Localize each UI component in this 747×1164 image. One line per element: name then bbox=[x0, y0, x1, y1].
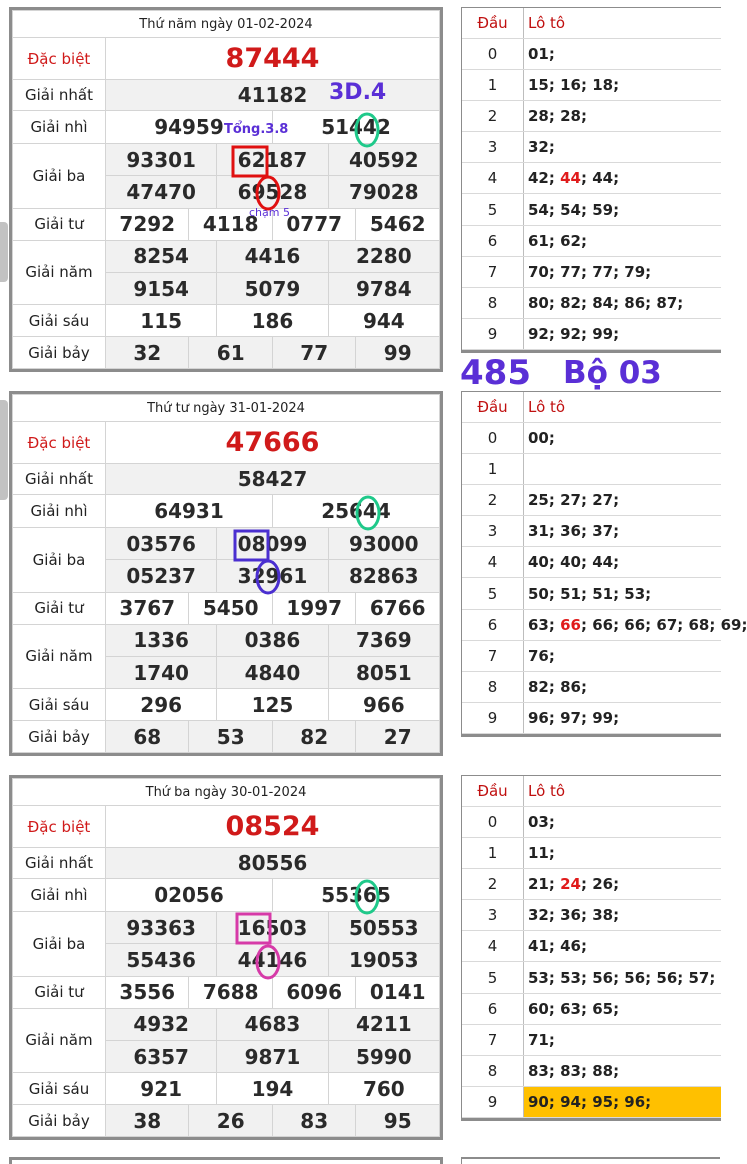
prize-label-g2: Giải nhì bbox=[13, 495, 106, 528]
first-prize-number: 58427 bbox=[106, 464, 440, 495]
head-digit: 9 bbox=[462, 319, 524, 350]
loto-row bbox=[462, 69, 721, 100]
loto-text: 25; 27; 27; bbox=[528, 490, 620, 509]
loto-numbers bbox=[524, 132, 722, 163]
prize-label-g4: Giải tư bbox=[13, 208, 106, 240]
loto-numbers bbox=[524, 69, 722, 100]
prize-label-g5: Giải năm bbox=[13, 240, 106, 305]
fourth-prize-number: 3556 bbox=[106, 976, 189, 1008]
loto-numbers bbox=[524, 672, 722, 703]
fourth-prize-number: 6096 bbox=[272, 976, 355, 1008]
head-digit: 3 bbox=[462, 900, 524, 931]
date-row bbox=[13, 395, 440, 422]
loto-row bbox=[462, 931, 721, 962]
loto-text: 53; 53; 56; 56; 56; 57; bbox=[528, 968, 716, 987]
date-row bbox=[13, 11, 440, 38]
loto-grid bbox=[462, 776, 721, 1118]
loto-row bbox=[462, 1056, 721, 1087]
prize-label-g3: Giải ba bbox=[13, 144, 106, 209]
seventh-prize-number: 61 bbox=[189, 337, 272, 369]
head-digit: 5 bbox=[462, 578, 524, 609]
prize-label-g7: Giải bảy bbox=[13, 1105, 106, 1137]
fifth-prize-number: 4840 bbox=[217, 656, 328, 688]
loto-row bbox=[462, 1024, 721, 1055]
loto-numbers bbox=[524, 578, 722, 609]
draw-date: Thứ tư ngày 31-01-2024 bbox=[13, 395, 440, 422]
seventh-prize-number: 38 bbox=[106, 1105, 189, 1137]
third-prize-number: 50553 bbox=[328, 912, 439, 944]
seventh-prize-number: 95 bbox=[356, 1105, 440, 1137]
loto-row bbox=[462, 100, 721, 131]
gray-edge-handle bbox=[0, 222, 8, 282]
loto-text: 03; bbox=[528, 812, 555, 831]
head-digit: 2 bbox=[462, 100, 524, 131]
prize-label-g3: Giải ba bbox=[13, 912, 106, 977]
third-prize-number: 69528 bbox=[217, 176, 328, 208]
loto-numbers bbox=[524, 993, 722, 1024]
head-digit: 5 bbox=[462, 962, 524, 993]
draw-date: Thứ ba ngày 30-01-2024 bbox=[13, 779, 440, 806]
fifth-prize-number: 5079 bbox=[217, 272, 328, 304]
loto-row bbox=[462, 163, 721, 194]
loto-numbers bbox=[524, 1024, 722, 1055]
loto-numbers bbox=[524, 962, 722, 993]
result-row bbox=[13, 1105, 440, 1137]
second-prize-number: 94959 bbox=[106, 111, 273, 144]
head-digit: 4 bbox=[462, 163, 524, 194]
loto-numbers bbox=[524, 38, 722, 69]
gray-edge-handle bbox=[0, 400, 8, 500]
special-prize-number: 47666 bbox=[106, 422, 440, 464]
fourth-prize-number: 5462 bbox=[356, 208, 440, 240]
head-digit: 8 bbox=[462, 288, 524, 319]
fifth-prize-number: 4211 bbox=[328, 1008, 439, 1040]
head-digit: 8 bbox=[462, 672, 524, 703]
loto-text: 32; 36; 38; bbox=[528, 906, 620, 925]
loto-row bbox=[462, 453, 721, 484]
third-prize-number: 05237 bbox=[106, 560, 217, 592]
loto-row bbox=[462, 194, 721, 225]
seventh-prize-number: 82 bbox=[272, 721, 355, 753]
head-digit: 6 bbox=[462, 225, 524, 256]
fifth-prize-number: 9784 bbox=[328, 272, 439, 304]
next-result-table-edge bbox=[9, 1157, 443, 1164]
head-digit: 8 bbox=[462, 1056, 524, 1087]
fourth-prize-number: 0777 bbox=[272, 208, 355, 240]
prize-label-g6: Giải sáu bbox=[13, 305, 106, 337]
result-row bbox=[13, 848, 440, 879]
loto-row bbox=[462, 578, 721, 609]
fifth-prize-number: 2280 bbox=[328, 240, 439, 272]
head-digit: 3 bbox=[462, 132, 524, 163]
prize-label-g1: Giải nhất bbox=[13, 848, 106, 879]
loto-numbers bbox=[524, 422, 722, 453]
head-digit: 2 bbox=[462, 868, 524, 899]
loto-text: 00; bbox=[528, 428, 555, 447]
head-digit: 7 bbox=[462, 1024, 524, 1055]
loto-numbers bbox=[524, 453, 722, 484]
prize-label-g6: Giải sáu bbox=[13, 689, 106, 721]
loto-numbers bbox=[524, 319, 722, 350]
fifth-prize-number: 4416 bbox=[217, 240, 328, 272]
head-digit: 0 bbox=[462, 422, 524, 453]
fifth-prize-number: 1336 bbox=[106, 624, 217, 656]
seventh-prize-number: 77 bbox=[272, 337, 355, 369]
head-digit: 6 bbox=[462, 609, 524, 640]
prize-label-g5: Giải năm bbox=[13, 624, 106, 689]
loto-text: 96; 97; 99; bbox=[528, 709, 620, 728]
loto-numbers bbox=[524, 1087, 722, 1118]
loto-row bbox=[462, 516, 721, 547]
annotation-bo03: Bộ 03 bbox=[563, 355, 662, 391]
loto-text: 11; bbox=[528, 843, 555, 862]
head-column-label: Đầu bbox=[462, 776, 524, 806]
special-prize-number: 87444 bbox=[106, 38, 440, 80]
next-loto-table-edge bbox=[461, 1157, 720, 1164]
head-digit: 5 bbox=[462, 194, 524, 225]
loto-row bbox=[462, 900, 721, 931]
loto-row bbox=[462, 484, 721, 515]
loto-row bbox=[462, 288, 721, 319]
seventh-prize-number: 68 bbox=[106, 721, 189, 753]
loto-row bbox=[462, 837, 721, 868]
loto-row bbox=[462, 672, 721, 703]
seventh-prize-number: 27 bbox=[356, 721, 440, 753]
result-row bbox=[13, 912, 440, 944]
loto-text: 70; 77; 77; 79; bbox=[528, 262, 652, 281]
loto-row bbox=[462, 609, 721, 640]
loto-text: 90; 94; 95; 96; bbox=[528, 1093, 652, 1112]
head-digit: 7 bbox=[462, 256, 524, 287]
third-prize-number: 32961 bbox=[217, 560, 328, 592]
loto-grid bbox=[462, 392, 747, 734]
loto-text: 76; bbox=[528, 646, 555, 665]
loto-grid bbox=[462, 8, 721, 350]
loto-numbers bbox=[524, 288, 722, 319]
loto-numbers bbox=[524, 516, 722, 547]
loto-text: 21; bbox=[528, 874, 561, 893]
loto-text: 60; 63; 65; bbox=[528, 999, 620, 1018]
second-prize-number: 51442 bbox=[272, 111, 439, 144]
result-row bbox=[13, 689, 440, 721]
result-table-day1 bbox=[9, 7, 443, 372]
head-digit: 0 bbox=[462, 806, 524, 837]
third-prize-number: 08099 bbox=[217, 528, 328, 560]
result-row bbox=[13, 38, 440, 80]
fourth-prize-number: 4118 bbox=[189, 208, 272, 240]
loto-row bbox=[462, 1087, 721, 1118]
loto-numbers bbox=[524, 640, 722, 671]
loto-text: 50; 51; 51; 53; bbox=[528, 584, 652, 603]
prize-label-g2: Giải nhì bbox=[13, 879, 106, 912]
head-digit: 1 bbox=[462, 453, 524, 484]
head-digit: 4 bbox=[462, 547, 524, 578]
fourth-prize-number: 7292 bbox=[106, 208, 189, 240]
annotation-tong38: Tổng.3.8 bbox=[224, 122, 289, 137]
loto-numbers bbox=[524, 484, 722, 515]
result-row bbox=[13, 337, 440, 369]
prize-label-g2: Giải nhì bbox=[13, 111, 106, 144]
result-table-day3 bbox=[9, 775, 443, 1140]
sixth-prize-number: 125 bbox=[217, 689, 328, 721]
third-prize-number: 93000 bbox=[328, 528, 439, 560]
loto-row bbox=[462, 38, 721, 69]
fifth-prize-number: 4683 bbox=[217, 1008, 328, 1040]
loto-numbers bbox=[524, 806, 722, 837]
result-row bbox=[13, 1073, 440, 1105]
result-grid bbox=[12, 778, 440, 1137]
loto-row bbox=[462, 806, 721, 837]
prize-label-g6: Giải sáu bbox=[13, 1073, 106, 1105]
fifth-prize-number: 0386 bbox=[217, 624, 328, 656]
sixth-prize-number: 966 bbox=[328, 689, 439, 721]
head-digit: 0 bbox=[462, 38, 524, 69]
sixth-prize-number: 760 bbox=[328, 1073, 439, 1105]
loto-numbers bbox=[524, 1056, 722, 1087]
head-digit: 3 bbox=[462, 516, 524, 547]
loto-row bbox=[462, 225, 721, 256]
fourth-prize-number: 7688 bbox=[189, 976, 272, 1008]
second-prize-number: 02056 bbox=[106, 879, 273, 912]
fifth-prize-number: 7369 bbox=[328, 624, 439, 656]
result-row bbox=[13, 879, 440, 912]
sixth-prize-number: 944 bbox=[328, 305, 439, 337]
highlighted-loto-number: 66 bbox=[560, 615, 581, 634]
sixth-prize-number: 296 bbox=[106, 689, 217, 721]
prize-label-g7: Giải bảy bbox=[13, 721, 106, 753]
third-prize-number: 55436 bbox=[106, 944, 217, 976]
result-grid bbox=[12, 394, 440, 753]
loto-numbers bbox=[524, 225, 722, 256]
prize-label-g3: Giải ba bbox=[13, 528, 106, 593]
highlighted-loto-number: 44 bbox=[560, 169, 581, 188]
second-prize-number: 25644 bbox=[272, 495, 439, 528]
result-row bbox=[13, 422, 440, 464]
loto-text: 32; bbox=[528, 138, 555, 157]
loto-text: 83; 83; 88; bbox=[528, 1062, 620, 1081]
loto-numbers bbox=[524, 100, 722, 131]
annotation-3d4: 3D.4 bbox=[329, 80, 387, 105]
loto-text: 01; bbox=[528, 44, 555, 63]
loto-column-label: Lô tô bbox=[524, 8, 722, 38]
head-digit: 9 bbox=[462, 703, 524, 734]
loto-text: 80; 82; 84; 86; 87; bbox=[528, 294, 684, 313]
loto-text: ; 44; bbox=[580, 169, 620, 188]
loto-table-day3 bbox=[461, 775, 721, 1121]
fifth-prize-number: 6357 bbox=[106, 1040, 217, 1072]
result-row bbox=[13, 464, 440, 495]
head-digit: 1 bbox=[462, 837, 524, 868]
loto-header-row bbox=[462, 776, 721, 806]
loto-text: 15; 16; 18; bbox=[528, 75, 620, 94]
third-prize-number: 93301 bbox=[106, 144, 217, 176]
second-prize-number: 55365 bbox=[272, 879, 439, 912]
loto-header-row bbox=[462, 392, 721, 422]
loto-numbers bbox=[524, 609, 747, 640]
loto-numbers bbox=[524, 900, 722, 931]
fifth-prize-number: 4932 bbox=[106, 1008, 217, 1040]
fifth-prize-number: 8051 bbox=[328, 656, 439, 688]
prize-label-g4: Giải tư bbox=[13, 976, 106, 1008]
fourth-prize-number: 0141 bbox=[356, 976, 440, 1008]
seventh-prize-number: 83 bbox=[272, 1105, 355, 1137]
loto-row bbox=[462, 319, 721, 350]
result-row bbox=[13, 806, 440, 848]
annotation-cham5: chạm 5 bbox=[249, 206, 290, 219]
loto-table-day2 bbox=[461, 391, 747, 737]
third-prize-number: 16503 bbox=[217, 912, 328, 944]
fifth-prize-number: 1740 bbox=[106, 656, 217, 688]
loto-numbers bbox=[524, 868, 722, 899]
fifth-prize-number: 9154 bbox=[106, 272, 217, 304]
first-prize-number: 80556 bbox=[106, 848, 440, 879]
loto-text: ; 26; bbox=[580, 874, 620, 893]
result-row bbox=[13, 240, 440, 272]
seventh-prize-number: 99 bbox=[356, 337, 440, 369]
fourth-prize-number: 3767 bbox=[106, 592, 189, 624]
result-row bbox=[13, 305, 440, 337]
result-grid bbox=[12, 10, 440, 369]
head-column-label: Đầu bbox=[462, 392, 524, 422]
third-prize-number: 62187 bbox=[217, 144, 328, 176]
prize-label-db: Đặc biệt bbox=[13, 38, 106, 80]
seventh-prize-number: 32 bbox=[106, 337, 189, 369]
loto-numbers bbox=[524, 547, 722, 578]
prize-label-g4: Giải tư bbox=[13, 592, 106, 624]
fifth-prize-number: 9871 bbox=[217, 1040, 328, 1072]
result-row bbox=[13, 976, 440, 1008]
loto-numbers bbox=[524, 931, 722, 962]
second-prize-number: 64931 bbox=[106, 495, 273, 528]
third-prize-number: 79028 bbox=[328, 176, 439, 208]
head-digit: 7 bbox=[462, 640, 524, 671]
result-table-day2 bbox=[9, 391, 443, 756]
loto-text: 82; 86; bbox=[528, 678, 587, 697]
loto-text: ; 66; 66; 67; 68; 69; bbox=[580, 615, 747, 634]
loto-text: 28; 28; bbox=[528, 106, 587, 125]
annotation-485: 485 bbox=[460, 353, 531, 393]
prize-label-g5: Giải năm bbox=[13, 1008, 106, 1073]
loto-text: 61; 62; bbox=[528, 231, 587, 250]
loto-column-label: Lô tô bbox=[524, 776, 722, 806]
loto-table-day1 bbox=[461, 7, 721, 353]
loto-numbers bbox=[524, 837, 722, 868]
loto-column-label: Lô tô bbox=[524, 392, 722, 422]
result-row bbox=[13, 208, 440, 240]
loto-row bbox=[462, 993, 721, 1024]
result-row bbox=[13, 1008, 440, 1040]
result-row bbox=[13, 721, 440, 753]
fifth-prize-number: 8254 bbox=[106, 240, 217, 272]
prize-label-g1: Giải nhất bbox=[13, 464, 106, 495]
highlighted-loto-number: 24 bbox=[560, 874, 581, 893]
loto-row bbox=[462, 256, 721, 287]
fourth-prize-number: 5450 bbox=[189, 592, 272, 624]
prize-label-db: Đặc biệt bbox=[13, 806, 106, 848]
loto-row bbox=[462, 547, 721, 578]
loto-text: 41; 46; bbox=[528, 937, 587, 956]
loto-text: 40; 40; 44; bbox=[528, 553, 620, 572]
head-digit: 4 bbox=[462, 931, 524, 962]
draw-date: Thứ năm ngày 01-02-2024 bbox=[13, 11, 440, 38]
third-prize-number: 19053 bbox=[328, 944, 439, 976]
head-digit: 1 bbox=[462, 69, 524, 100]
prize-label-g1: Giải nhất bbox=[13, 80, 106, 111]
result-row bbox=[13, 144, 440, 176]
loto-text: 63; bbox=[528, 615, 561, 634]
fourth-prize-number: 1997 bbox=[272, 592, 355, 624]
head-digit: 6 bbox=[462, 993, 524, 1024]
fourth-prize-number: 6766 bbox=[356, 592, 440, 624]
sixth-prize-number: 921 bbox=[106, 1073, 217, 1105]
head-digit: 2 bbox=[462, 484, 524, 515]
prize-label-db: Đặc biệt bbox=[13, 422, 106, 464]
loto-row bbox=[462, 703, 721, 734]
first-prize-number: 41182 bbox=[106, 80, 440, 111]
third-prize-number: 03576 bbox=[106, 528, 217, 560]
third-prize-number: 82863 bbox=[328, 560, 439, 592]
loto-numbers bbox=[524, 703, 722, 734]
loto-numbers bbox=[524, 194, 722, 225]
head-column-label: Đầu bbox=[462, 8, 524, 38]
loto-text: 71; bbox=[528, 1030, 555, 1049]
result-row bbox=[13, 624, 440, 656]
sixth-prize-number: 194 bbox=[217, 1073, 328, 1105]
seventh-prize-number: 26 bbox=[189, 1105, 272, 1137]
loto-row bbox=[462, 132, 721, 163]
loto-text: 42; bbox=[528, 169, 561, 188]
third-prize-number: 40592 bbox=[328, 144, 439, 176]
special-prize-number: 08524 bbox=[106, 806, 440, 848]
loto-numbers bbox=[524, 256, 722, 287]
third-prize-number: 47470 bbox=[106, 176, 217, 208]
third-prize-number: 44146 bbox=[217, 944, 328, 976]
prize-label-g7: Giải bảy bbox=[13, 337, 106, 369]
sixth-prize-number: 186 bbox=[217, 305, 328, 337]
loto-row bbox=[462, 868, 721, 899]
loto-row bbox=[462, 962, 721, 993]
loto-text: 31; 36; 37; bbox=[528, 522, 620, 541]
result-row bbox=[13, 495, 440, 528]
head-digit: 9 bbox=[462, 1087, 524, 1118]
result-row bbox=[13, 528, 440, 560]
loto-row bbox=[462, 640, 721, 671]
seventh-prize-number: 53 bbox=[189, 721, 272, 753]
date-row bbox=[13, 779, 440, 806]
loto-row bbox=[462, 422, 721, 453]
result-row bbox=[13, 592, 440, 624]
loto-numbers bbox=[524, 163, 722, 194]
loto-text: 92; 92; 99; bbox=[528, 325, 620, 344]
third-prize-number: 93363 bbox=[106, 912, 217, 944]
sixth-prize-number: 115 bbox=[106, 305, 217, 337]
loto-header-row bbox=[462, 8, 721, 38]
fifth-prize-number: 5990 bbox=[328, 1040, 439, 1072]
loto-text: 54; 54; 59; bbox=[528, 200, 620, 219]
